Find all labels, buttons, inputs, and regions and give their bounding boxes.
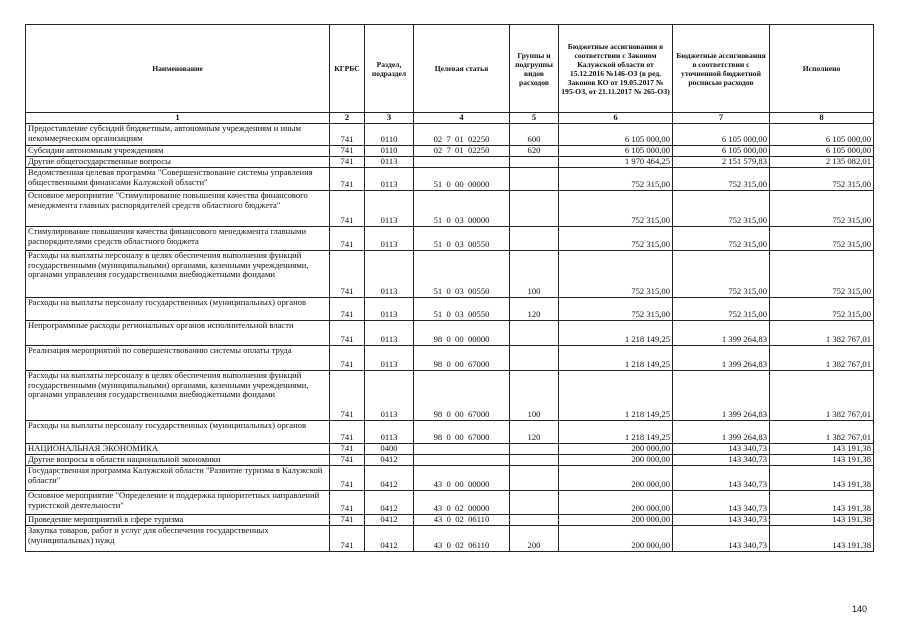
budget-law-cell: 752 315,00 xyxy=(559,251,673,298)
kgrbs-cell: 741 xyxy=(330,157,365,168)
row-name-cell: Предоставление субсидий бюджетным, автономным учреждениям и иным некоммерческим организациям xyxy=(26,124,330,146)
row-name-cell: Реализация мероприятий по совершенствованию системы оплаты труда xyxy=(26,346,330,371)
table-row xyxy=(26,157,874,168)
executed-cell: 143 191,38 xyxy=(770,526,874,552)
budget-refined-cell: 143 340,73 xyxy=(673,515,770,526)
table-row xyxy=(26,526,874,552)
table-row xyxy=(26,321,874,346)
group-cell: 100 xyxy=(510,251,559,298)
table-row xyxy=(26,298,874,321)
razdel-cell: 0412 xyxy=(365,526,414,552)
row-name-cell: Ведомственная целевая программа "Совершенствование системы управления общественными финансами Калужской области" xyxy=(26,168,330,191)
kgrbs-cell: 741 xyxy=(330,298,365,321)
budget-law-cell: 1 970 464,25 xyxy=(559,157,673,168)
budget-refined-cell: 1 399 264,83 xyxy=(673,421,770,444)
row-name-cell: Проведение мероприятий в сфере туризма xyxy=(26,515,330,526)
table-row xyxy=(26,455,874,466)
executed-cell: 1 382 767,01 xyxy=(770,346,874,371)
table-row xyxy=(26,421,874,444)
group-cell xyxy=(510,191,559,227)
budget-law-cell: 752 315,00 xyxy=(559,298,673,321)
table-row xyxy=(26,251,874,298)
article-cell: 98 0 00 67000 xyxy=(414,346,510,371)
razdel-cell: 0412 xyxy=(365,491,414,515)
article-cell: 43 0 00 00000 xyxy=(414,466,510,491)
executed-cell: 6 105 000,00 xyxy=(770,146,874,157)
row-name-cell: Другие общегосударственные вопросы xyxy=(26,157,330,168)
razdel-cell: 0110 xyxy=(365,146,414,157)
razdel-cell: 0113 xyxy=(365,321,414,346)
razdel-cell: 0412 xyxy=(365,466,414,491)
group-cell xyxy=(510,455,559,466)
column-number-row xyxy=(26,113,874,124)
executed-cell: 143 191,38 xyxy=(770,455,874,466)
executed-cell: 143 191,38 xyxy=(770,444,874,455)
budget-law-cell: 6 105 000,00 xyxy=(559,124,673,146)
table-row xyxy=(26,491,874,515)
kgrbs-cell: 741 xyxy=(330,466,365,491)
executed-cell: 752 315,00 xyxy=(770,227,874,251)
article-cell: 43 0 02 06110 xyxy=(414,526,510,552)
razdel-cell: 0412 xyxy=(365,515,414,526)
column-number: 3 xyxy=(365,113,414,124)
article-cell: 51 0 00 00000 xyxy=(414,168,510,191)
budget-law-cell: 200 000,00 xyxy=(559,466,673,491)
budget-law-cell: 752 315,00 xyxy=(559,227,673,251)
razdel-cell: 0113 xyxy=(365,191,414,227)
kgrbs-cell: 741 xyxy=(330,124,365,146)
column-number: 2 xyxy=(330,113,365,124)
header-groups: Группы и подгруппы видов расходов xyxy=(510,25,559,113)
header-row xyxy=(26,25,874,113)
article-cell: 43 0 02 00000 xyxy=(414,491,510,515)
row-name-cell: Стимулирование повышения качества финансового менеджмента главными распорядителями средств областного бюджета xyxy=(26,227,330,251)
budget-refined-cell: 752 315,00 xyxy=(673,251,770,298)
table-row xyxy=(26,371,874,421)
razdel-cell: 0113 xyxy=(365,371,414,421)
group-cell: 120 xyxy=(510,421,559,444)
kgrbs-cell: 741 xyxy=(330,515,365,526)
budget-refined-cell: 143 340,73 xyxy=(673,526,770,552)
article-cell: 98 0 00 67000 xyxy=(414,421,510,444)
executed-cell: 752 315,00 xyxy=(770,251,874,298)
row-name-cell: Расходы на выплаты персоналу в целях обеспечения выполнения функций государственными (муниципальными) органами, казенными учреждениями, органами управления государственными внебюджетными фондами xyxy=(26,251,330,298)
budget-law-cell: 200 000,00 xyxy=(559,455,673,466)
budget-table xyxy=(25,24,874,552)
budget-refined-cell: 143 340,73 xyxy=(673,466,770,491)
kgrbs-cell: 741 xyxy=(330,346,365,371)
razdel-cell: 0113 xyxy=(365,298,414,321)
table-row xyxy=(26,466,874,491)
header-kgrbs: КГРБС xyxy=(330,25,365,113)
row-name-cell: Основное мероприятие "Определение и поддержка приоритетных направлений туристской деятельности" xyxy=(26,491,330,515)
budget-law-cell: 752 315,00 xyxy=(559,191,673,227)
header-name: Наименование xyxy=(26,25,330,113)
row-name-cell: НАЦИОНАЛЬНАЯ ЭКОНОМИКА xyxy=(26,444,330,455)
budget-refined-cell: 143 340,73 xyxy=(673,491,770,515)
budget-refined-cell: 752 315,00 xyxy=(673,191,770,227)
budget-refined-cell: 1 399 264,83 xyxy=(673,321,770,346)
kgrbs-cell: 741 xyxy=(330,321,365,346)
budget-law-cell: 200 000,00 xyxy=(559,491,673,515)
budget-law-cell: 200 000,00 xyxy=(559,444,673,455)
article-cell: 02 7 01 02250 xyxy=(414,146,510,157)
group-cell: 100 xyxy=(510,371,559,421)
executed-cell: 1 382 767,01 xyxy=(770,321,874,346)
row-name-cell: Другие вопросы в области национальной экономики xyxy=(26,455,330,466)
article-cell: 51 0 03 00550 xyxy=(414,227,510,251)
article-cell: 98 0 00 67000 xyxy=(414,371,510,421)
table-row xyxy=(26,346,874,371)
kgrbs-cell: 741 xyxy=(330,146,365,157)
kgrbs-cell: 741 xyxy=(330,455,365,466)
budget-refined-cell: 1 399 264,83 xyxy=(673,346,770,371)
razdel-cell: 0113 xyxy=(365,168,414,191)
budget-refined-cell: 752 315,00 xyxy=(673,298,770,321)
kgrbs-cell: 741 xyxy=(330,491,365,515)
kgrbs-cell: 741 xyxy=(330,444,365,455)
executed-cell: 2 135 082,01 xyxy=(770,157,874,168)
group-cell xyxy=(510,346,559,371)
kgrbs-cell: 741 xyxy=(330,371,365,421)
executed-cell: 752 315,00 xyxy=(770,168,874,191)
page-number: 140 xyxy=(852,604,868,614)
budget-refined-cell: 143 340,73 xyxy=(673,455,770,466)
kgrbs-cell: 741 xyxy=(330,168,365,191)
budget-refined-cell: 143 340,73 xyxy=(673,444,770,455)
kgrbs-cell: 741 xyxy=(330,421,365,444)
header-razdel: Раздел, подраздел xyxy=(365,25,414,113)
group-cell xyxy=(510,227,559,251)
budget-refined-cell: 6 105 000,00 xyxy=(673,146,770,157)
executed-cell: 1 382 767,01 xyxy=(770,371,874,421)
group-cell xyxy=(510,168,559,191)
budget-refined-cell: 6 105 000,00 xyxy=(673,124,770,146)
group-cell xyxy=(510,466,559,491)
group-cell: 200 xyxy=(510,526,559,552)
budget-law-cell: 1 218 149,25 xyxy=(559,421,673,444)
table-row xyxy=(26,191,874,227)
group-cell xyxy=(510,157,559,168)
group-cell: 120 xyxy=(510,298,559,321)
table-row xyxy=(26,168,874,191)
article-cell: 51 0 03 00000 xyxy=(414,191,510,227)
executed-cell: 752 315,00 xyxy=(770,191,874,227)
razdel-cell: 0110 xyxy=(365,124,414,146)
executed-cell: 6 105 000,00 xyxy=(770,124,874,146)
budget-law-cell: 1 218 149,25 xyxy=(559,346,673,371)
executed-cell: 143 191,38 xyxy=(770,466,874,491)
article-cell: 98 0 00 00000 xyxy=(414,321,510,346)
article-cell xyxy=(414,455,510,466)
kgrbs-cell: 741 xyxy=(330,227,365,251)
table-body xyxy=(26,113,874,552)
executed-cell: 143 191,38 xyxy=(770,515,874,526)
budget-refined-cell: 752 315,00 xyxy=(673,168,770,191)
kgrbs-cell: 741 xyxy=(330,191,365,227)
row-name-cell: Закупка товаров, работ и услуг для обеспечения государственных (муниципальных) нужд xyxy=(26,526,330,552)
group-cell: 600 xyxy=(510,124,559,146)
group-cell xyxy=(510,321,559,346)
budget-law-cell: 200 000,00 xyxy=(559,526,673,552)
row-name-cell: Расходы на выплаты персоналу государственных (муниципальных) органов xyxy=(26,298,330,321)
column-number: 6 xyxy=(559,113,673,124)
article-cell: 51 0 03 00550 xyxy=(414,298,510,321)
group-cell xyxy=(510,491,559,515)
article-cell: 43 0 02 06110 xyxy=(414,515,510,526)
row-name-cell: Расходы на выплаты персоналу в целях обеспечения выполнения функций государственными (муниципальными) органами, казенными учреждениями, органами управления государственными внебюджетными фондами xyxy=(26,371,330,421)
executed-cell: 752 315,00 xyxy=(770,298,874,321)
article-cell xyxy=(414,444,510,455)
article-cell: 51 0 03 00550 xyxy=(414,251,510,298)
header-article: Целевая статья xyxy=(414,25,510,113)
table-row xyxy=(26,444,874,455)
razdel-cell: 0113 xyxy=(365,157,414,168)
executed-cell: 1 382 767,01 xyxy=(770,421,874,444)
budget-refined-cell: 752 315,00 xyxy=(673,227,770,251)
budget-law-cell: 200 000,00 xyxy=(559,515,673,526)
razdel-cell: 0113 xyxy=(365,421,414,444)
header-budget-refined: Бюджетные ассигнования в соответствии с уточненной бюджетной росписью расходов xyxy=(673,25,770,113)
budget-law-cell: 6 105 000,00 xyxy=(559,146,673,157)
group-cell xyxy=(510,515,559,526)
column-number: 5 xyxy=(510,113,559,124)
article-cell xyxy=(414,157,510,168)
budget-law-cell: 1 218 149,25 xyxy=(559,321,673,346)
razdel-cell: 0113 xyxy=(365,251,414,298)
budget-refined-cell: 1 399 264,83 xyxy=(673,371,770,421)
table-row xyxy=(26,146,874,157)
row-name-cell: Основное мероприятие "Стимулирование повышения качества финансового менеджмента главных распорядителей средств областного бюджета" xyxy=(26,191,330,227)
column-number: 8 xyxy=(770,113,874,124)
razdel-cell: 0400 xyxy=(365,444,414,455)
row-name-cell: Государственная программа Калужской области "Развитие туризма в Калужской области" xyxy=(26,466,330,491)
row-name-cell: Непрограммные расходы региональных органов исполнительной власти xyxy=(26,321,330,346)
budget-law-cell: 752 315,00 xyxy=(559,168,673,191)
table-row xyxy=(26,515,874,526)
group-cell xyxy=(510,444,559,455)
header-executed: Исполнено xyxy=(770,25,874,113)
row-name-cell: Субсидии автономным учреждениям xyxy=(26,146,330,157)
row-name-cell: Расходы на выплаты персоналу государственных (муниципальных) органов xyxy=(26,421,330,444)
header-budget-law: Бюджетные ассигнования в соответствии с Законом Калужской области от 15.12.2016 №146-ОЗ (в ред. Законов КО от 19.05.2017 № 195-ОЗ, от 21.11.2017 № 265-ОЗ) xyxy=(559,25,673,113)
kgrbs-cell: 741 xyxy=(330,251,365,298)
group-cell: 620 xyxy=(510,146,559,157)
column-number: 7 xyxy=(673,113,770,124)
table-row xyxy=(26,227,874,251)
executed-cell: 143 191,38 xyxy=(770,491,874,515)
article-cell: 02 7 01 02250 xyxy=(414,124,510,146)
razdel-cell: 0113 xyxy=(365,227,414,251)
table-row xyxy=(26,124,874,146)
column-number: 4 xyxy=(414,113,510,124)
razdel-cell: 0412 xyxy=(365,455,414,466)
column-number: 1 xyxy=(26,113,330,124)
kgrbs-cell: 741 xyxy=(330,526,365,552)
budget-law-cell: 1 218 149,25 xyxy=(559,371,673,421)
razdel-cell: 0113 xyxy=(365,346,414,371)
budget-refined-cell: 2 151 579,83 xyxy=(673,157,770,168)
